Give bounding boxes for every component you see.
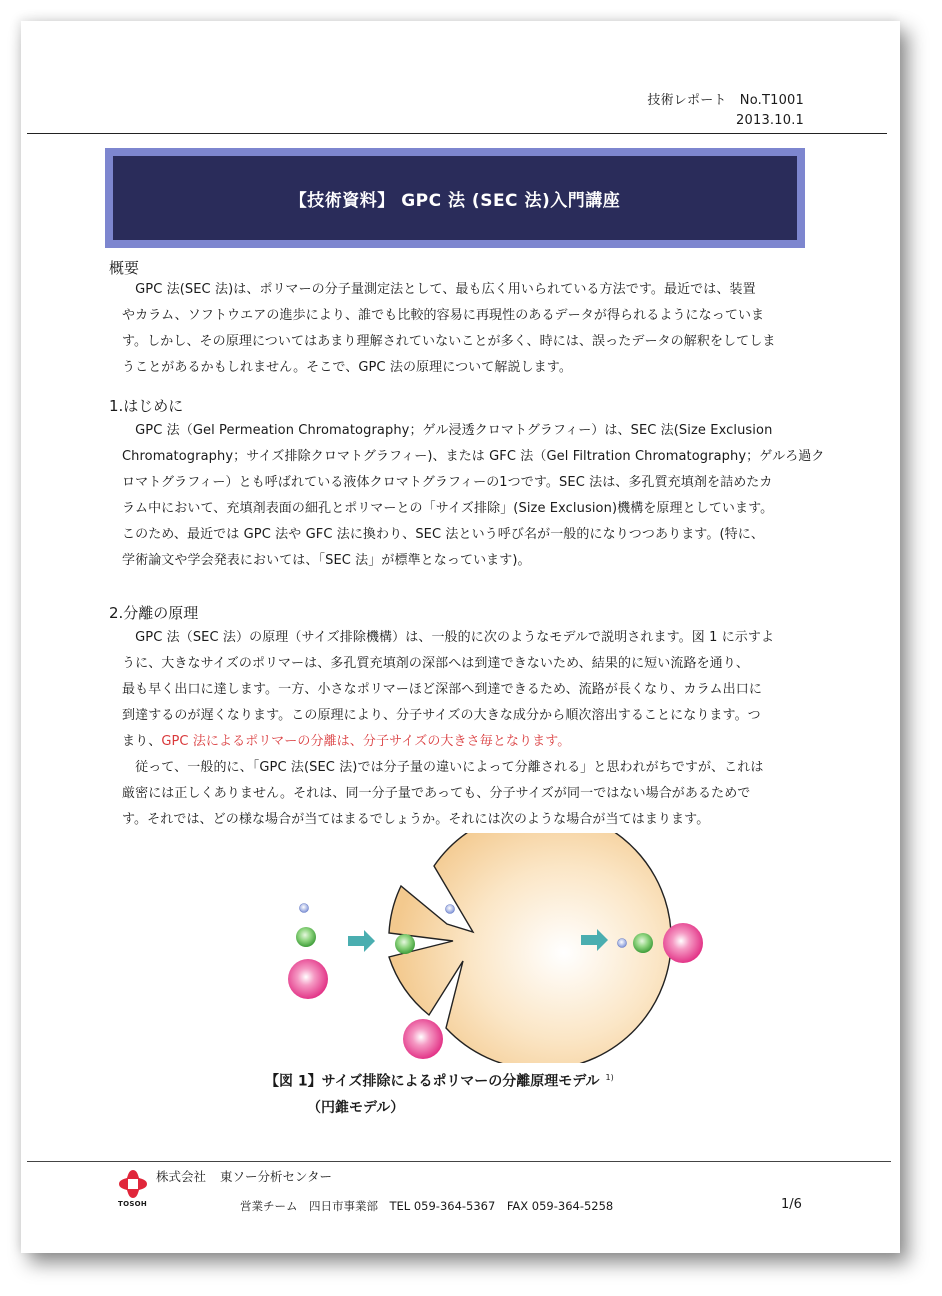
text-line: 到達するのが遅くなります。この原理により、分子サイズの大きな成分から順次溶出することになります。つ	[122, 708, 761, 723]
text-line: Chromatography；サイズ排除クロマトグラフィー)、または GFC 法（Gel Filtration Chromatography；ゲルろ過ク	[122, 449, 825, 464]
page-number: 1/6	[781, 1197, 802, 1212]
text-line: やカラム、ソフトウエアの進歩により、誰でも比較的容易に再現性のあるデータが得られるようになっていま	[122, 308, 765, 323]
section-heading-intro: 1.はじめに	[109, 397, 184, 415]
section-heading-overview: 概要	[109, 259, 140, 277]
company-title: 東ソー分析センター	[220, 1169, 333, 1184]
contact-info: 営業チーム 四日市事業部 TEL 059-364-5367 FAX 059-364-5258	[240, 1199, 614, 1213]
report-date: 2013.10.1	[736, 113, 804, 128]
caption-line	[265, 1065, 614, 1095]
highlighted-statement: GPC 法によるポリマーの分離は、分子サイズの大きさ毎となります。	[161, 734, 571, 749]
arrow-right-icon	[348, 930, 375, 952]
text-line: 従って、一般的に、「GPC 法(SEC 法)では分子量の違いによって分離される」と思われがちですが、これは	[122, 760, 764, 775]
title-banner	[105, 148, 805, 248]
intro-paragraph	[122, 418, 825, 574]
text-line: す。しかし、その原理についてはあまり理解されていないことが多く、時には、誤ったデータの解釈をしてしま	[122, 334, 776, 349]
report-number: 技術レポート No.T1001	[647, 93, 804, 108]
footer-divider	[27, 1161, 891, 1162]
company-prefix: 株式会社	[156, 1169, 207, 1184]
figure-size-exclusion-model	[251, 833, 731, 1063]
report-header	[647, 91, 804, 131]
text-line: GPC 法(SEC 法)は、ポリマーの分子量測定法として、最も広く用いられている方法です。最近では、装置	[122, 282, 756, 297]
input-polymers	[288, 904, 328, 1000]
text-line: うことがあるかもしれません。そこで、GPC 法の原理について解説します。	[122, 360, 572, 375]
tosoh-logo	[115, 1169, 151, 1211]
caption-subtitle: （円錐モデル）	[307, 1099, 405, 1116]
logo-text: TOSOH	[118, 1200, 148, 1208]
section-heading-principle: 2.分離の原理	[109, 604, 199, 622]
header-divider	[27, 133, 887, 134]
text-line: うに、大きなサイズのポリマーは、多孔質充填剤の深部へは到達できないため、結果的に短い流路を通り、	[122, 656, 749, 671]
text-line: このため、最近では GPC 法や GFC 法に換わり、SEC 法という呼び名が一般的になりつつあります。(特に、	[122, 527, 764, 542]
principle-paragraph	[122, 625, 812, 833]
text-line	[122, 729, 812, 755]
overview-paragraph	[122, 277, 812, 381]
text-line: 学術論文や学会発表においては、「SEC 法」が標準となっています)。	[122, 553, 531, 568]
text-line: 厳密には正しくありません。それは、同一分子量であっても、分子サイズが同一ではない場合があるためで	[122, 786, 751, 801]
text-line: ラム中において、充填剤表面の細孔とポリマーとの「サイズ排除」(Size Exclusion)機構を原理としています。	[122, 501, 774, 516]
page-title: 【技術資料】 GPC 法 (SEC 法)入門講座	[113, 156, 797, 240]
figure-caption	[265, 1065, 614, 1121]
text-line: す。それでは、どの様な場合が当てはまるでしょうか。それには次のような場合が当てはまります。	[122, 812, 710, 827]
tosoh-logo-icon	[118, 1169, 148, 1199]
text-fragment: まり、	[122, 734, 162, 749]
reference-mark: 1)	[605, 1073, 614, 1082]
cone-model-diagram	[251, 833, 731, 1063]
document-page	[21, 21, 900, 1253]
caption-text: 【図 1】サイズ排除によるポリマーの分離原理モデル	[265, 1073, 600, 1090]
text-line: GPC 法（SEC 法）の原理（サイズ排除機構）は、一般的に次のようなモデルで説明されます。図 1 に示すよ	[122, 630, 775, 645]
company-name	[156, 1167, 332, 1185]
text-line: ロマトグラフィー）とも呼ばれている液体クロマトグラフィーの1つです。SEC 法は、多孔質充填剤を詰めたカ	[122, 475, 773, 490]
text-line: GPC 法（Gel Permeation Chromatography；ゲル浸透クロマトグラフィー）は、SEC 法(Size Exclusion	[122, 423, 773, 438]
text-line: 最も早く出口に達します。一方、小さなポリマーほど深部へ到達できるため、流路が長くなり、カラム出口に	[122, 682, 762, 697]
